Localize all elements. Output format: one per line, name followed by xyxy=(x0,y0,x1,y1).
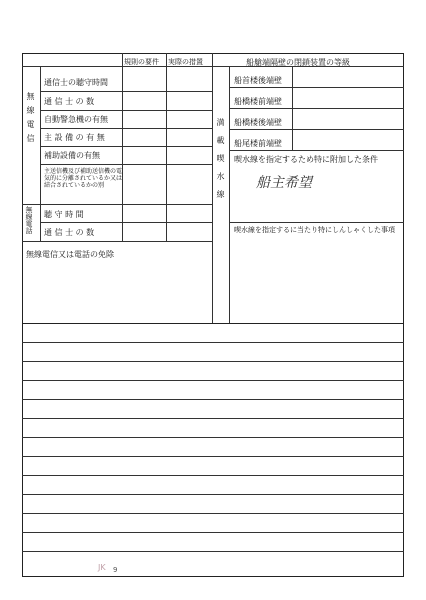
bulkhead-bridge-fore: 船橋楼前端壁 xyxy=(234,97,282,106)
handwritten-owner-request: 船主希望 xyxy=(256,175,312,191)
row-line-6 xyxy=(22,204,212,205)
ruled-line-8 xyxy=(22,475,404,476)
bulkhead-forecastle-aft: 船首楼後端壁 xyxy=(234,76,282,85)
ruled-line-3 xyxy=(22,380,404,381)
row-auto-alarm: 自動警急機の有無 xyxy=(44,115,108,124)
ruled-line-5 xyxy=(22,418,404,419)
ruled-line-10 xyxy=(22,513,404,514)
lower-area-top xyxy=(22,323,404,324)
row-line-1 xyxy=(40,91,212,92)
row-phone-operators: 通 信 士 の 数 xyxy=(44,228,95,237)
exemption-label: 無線電信又は電話の免除 xyxy=(26,250,114,259)
header-requirement: 規則の要件 xyxy=(124,58,159,66)
ruled-line-12 xyxy=(22,551,404,552)
ruled-line-1 xyxy=(22,342,404,343)
form-frame xyxy=(22,53,404,577)
row-line-7 xyxy=(40,222,212,223)
row-operator-count: 通 信 士 の 数 xyxy=(44,97,95,106)
section-divider xyxy=(212,53,213,323)
page-mark: 9 xyxy=(113,566,118,574)
row-line-5 xyxy=(40,164,212,165)
bulkhead-line-4 xyxy=(229,150,404,151)
bulkhead-line-1 xyxy=(229,87,404,88)
row-transmitter-separation: 主送信機及び補助送信機の電気的に分離されているか又は結合されているかの別 xyxy=(44,168,123,189)
special-condition-label: 喫水線を指定するため特に附加した条件 xyxy=(234,155,378,164)
header-actual-measure: 実際の措置 xyxy=(168,58,203,66)
left-col-line-1 xyxy=(122,53,123,241)
row-line-4 xyxy=(40,146,212,147)
row-main-equipment: 主 設 備 の 有 無 xyxy=(44,133,105,142)
bulkhead-line-3 xyxy=(229,129,404,130)
row-listening-hours: 通信士の聴守時間 xyxy=(44,78,108,87)
row-aux-equipment: 補助設備の有無 xyxy=(44,151,100,160)
ruled-line-4 xyxy=(22,399,404,400)
left-col-line-2 xyxy=(166,53,167,241)
row-line-2 xyxy=(40,110,212,111)
bulkhead-poop-fore: 船尾楼前端壁 xyxy=(234,139,282,148)
row-line-3 xyxy=(40,128,212,129)
row-line-8 xyxy=(22,241,212,242)
ruled-line-2 xyxy=(22,361,404,362)
left-label-col-line xyxy=(40,66,41,241)
ruled-line-11 xyxy=(22,532,404,533)
ruled-line-9 xyxy=(22,494,404,495)
bulkhead-bridge-aft: 船橋楼後端壁 xyxy=(234,118,282,127)
notice-line xyxy=(229,222,404,223)
faint-stamp: JK xyxy=(98,563,106,572)
right-label-col-line xyxy=(229,66,230,323)
notice-label: 喫水線を指定するに当たり特にしんしゃくした事項 xyxy=(234,226,395,234)
bulkhead-line-2 xyxy=(229,108,404,109)
row-phone-listening: 聴 守 時 間 xyxy=(44,210,84,219)
radio-telegraph-label: 無線電信 xyxy=(26,92,35,148)
ruled-line-6 xyxy=(22,437,404,438)
bulkhead-header: 船艙端隔壁の閉鎖装置の等級 xyxy=(246,58,350,67)
radio-phone-label: 無線電話 xyxy=(25,206,33,234)
ruled-line-7 xyxy=(22,456,404,457)
load-line-label: 満載喫水線 xyxy=(216,118,225,208)
